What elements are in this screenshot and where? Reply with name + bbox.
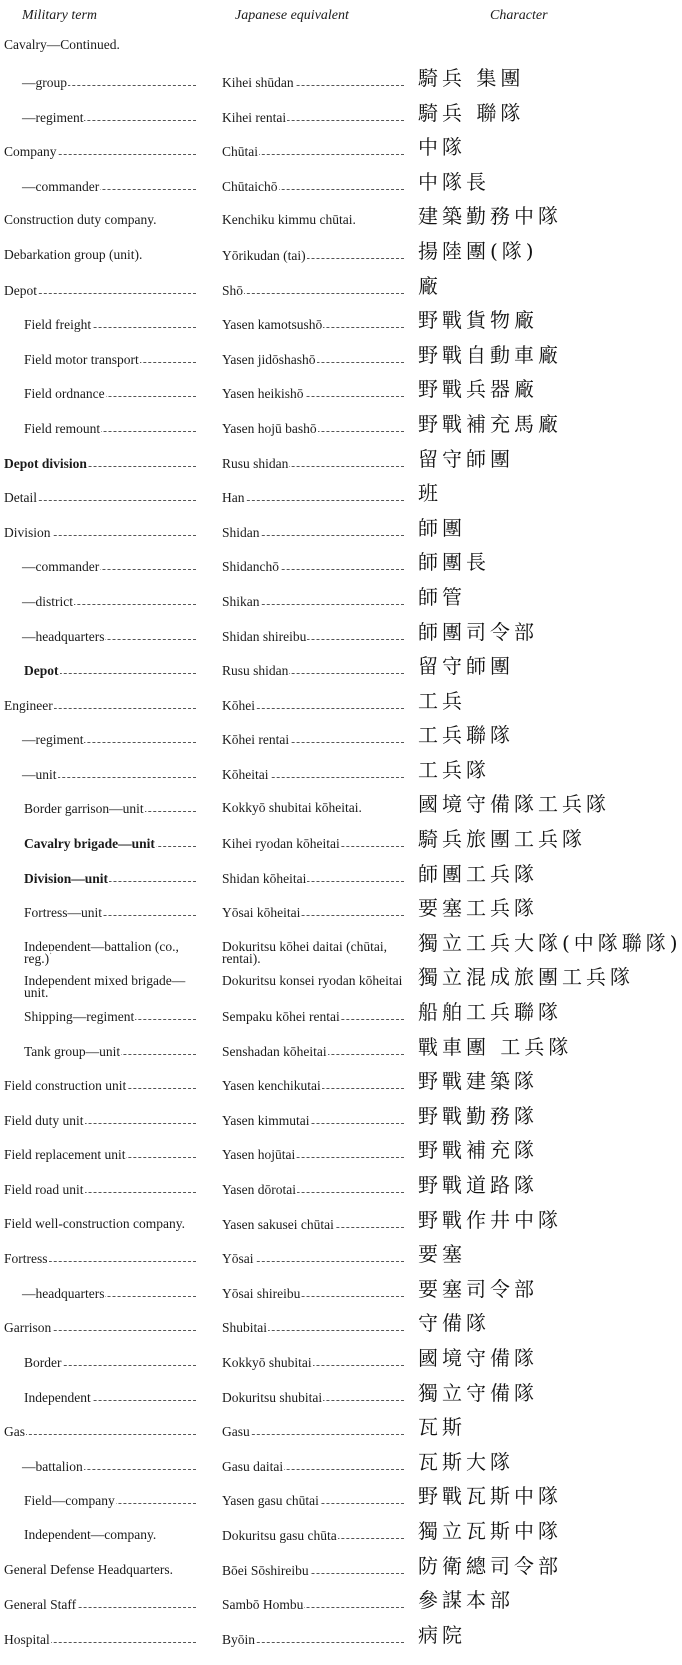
military-term-cell	[4, 1425, 204, 1438]
japanese-equivalent: Yasen sakusei chūtai	[222, 1216, 334, 1232]
kanji-character: 守備隊	[418, 1311, 490, 1336]
military-term-cell	[4, 1252, 204, 1265]
japanese-equivalent-cell	[222, 802, 412, 814]
military-term-cell	[24, 1494, 204, 1507]
table-row	[0, 135, 640, 178]
table-row	[0, 1553, 640, 1597]
military-term: Independent—battalion (co., reg.)	[24, 938, 179, 966]
military-term: Depot division	[4, 455, 87, 471]
table-row	[0, 1207, 640, 1251]
japanese-equivalent-cell	[222, 1356, 412, 1369]
japanese-equivalent: Shikan	[222, 593, 260, 609]
military-term: Field freight	[24, 317, 92, 333]
military-term-cell	[4, 457, 204, 470]
military-term: Detail	[4, 490, 37, 506]
military-term: Garrison	[4, 1320, 52, 1336]
japanese-equivalent: Yasen kenchikutai	[222, 1078, 321, 1094]
japanese-equivalent-cell	[222, 1045, 412, 1058]
japanese-equivalent: Shidanchō	[222, 559, 279, 575]
military-term-cell	[22, 768, 204, 781]
military-term-cell	[24, 975, 204, 999]
military-term-cell	[4, 491, 204, 504]
military-term: General Defense Headquarters.	[4, 1561, 174, 1577]
military-term-cell	[22, 733, 204, 746]
kanji-character: 野戰貨物廠	[418, 308, 538, 333]
military-term: —commander	[22, 559, 100, 575]
military-term: —battalion	[22, 1458, 83, 1474]
kanji-character: 騎兵旅團工兵隊	[418, 827, 586, 852]
kanji-character: 師管	[418, 584, 466, 609]
japanese-equivalent-cell	[222, 1183, 412, 1196]
military-term: Division	[4, 524, 51, 540]
table-row	[0, 1242, 640, 1285]
kanji-character: 船舶工兵聯隊	[418, 1000, 562, 1025]
japanese-equivalent: Yasen hojū bashō	[222, 420, 317, 436]
military-term: Independent—company.	[24, 1526, 157, 1542]
kanji-character: 師團	[418, 515, 466, 540]
japanese-equivalent: Shidan kōheitai	[222, 870, 307, 886]
military-term: Company	[4, 144, 57, 160]
kanji-character: 師團工兵隊	[418, 861, 538, 886]
kanji-character: 野戰補充馬廠	[418, 411, 562, 436]
kanji-character: 留守師團	[418, 446, 514, 471]
kanji-character: 師團司令部	[418, 619, 538, 644]
military-term-cell	[22, 630, 204, 643]
kanji-character: 留守師團	[418, 654, 514, 679]
japanese-equivalent-cell	[222, 1079, 412, 1092]
table-row	[0, 1276, 640, 1320]
japanese-equivalent-cell	[222, 491, 412, 504]
table-row	[0, 66, 640, 109]
military-term: Field well-construction company.	[4, 1215, 185, 1231]
japanese-equivalent-cell	[222, 733, 412, 746]
japanese-equivalent: Shidan shireibu	[222, 628, 307, 644]
japanese-equivalent-cell	[222, 1114, 412, 1127]
japanese-equivalent: Yasen kamotsushō	[222, 317, 323, 333]
header-character: Character	[490, 8, 548, 23]
japanese-equivalent-cell	[222, 145, 412, 158]
header-military-term: Military term	[22, 8, 98, 23]
military-term: General Staff	[4, 1597, 77, 1613]
japanese-equivalent: Yasen gasu chūtai	[222, 1493, 319, 1509]
kanji-character: 野戰瓦斯中隊	[418, 1484, 562, 1509]
kanji-character: 獨立工兵大隊(中隊聯隊)	[418, 930, 682, 955]
japanese-equivalent: Rusu shidan	[222, 455, 289, 471]
header-japanese-equivalent: Japanese equivalent	[235, 8, 349, 23]
table-row	[0, 584, 640, 628]
kanji-character: 騎兵 聯隊	[418, 100, 525, 125]
japanese-equivalent: Kihei ryodan kōheitai	[222, 836, 340, 852]
kanji-character: 參謀本部	[418, 1588, 514, 1613]
table-row	[0, 654, 640, 697]
kanji-character: 工兵隊	[418, 757, 490, 782]
japanese-equivalent: Chūtai	[222, 144, 258, 160]
japanese-equivalent: Senshadan kōheitai	[222, 1043, 327, 1059]
table-row	[0, 515, 640, 559]
kanji-character: 中隊長	[418, 169, 490, 194]
japanese-equivalent: Yōsai shireibu	[222, 1285, 301, 1301]
military-term: —unit	[22, 766, 57, 782]
table-row	[0, 827, 640, 870]
japanese-equivalent-cell	[222, 1460, 412, 1473]
kanji-character: 班	[418, 481, 442, 506]
table-row	[0, 1415, 640, 1458]
military-term-cell	[24, 802, 204, 815]
kanji-character: 要塞司令部	[418, 1276, 538, 1301]
japanese-equivalent-cell	[222, 387, 412, 400]
military-term-cell	[4, 1114, 204, 1127]
military-term-cell	[24, 1010, 204, 1023]
japanese-equivalent-cell	[222, 180, 412, 193]
japanese-equivalent: Shubitai	[222, 1320, 268, 1336]
japanese-equivalent-cell	[222, 353, 412, 366]
japanese-equivalent-cell	[222, 699, 412, 712]
kanji-character: 野戰補充隊	[418, 1138, 538, 1163]
japanese-equivalent: Kihei rentai	[222, 109, 287, 125]
japanese-equivalent: Kenchiku kimmu chūtai.	[222, 212, 356, 228]
japanese-equivalent: Yasen jidōshashō	[222, 351, 316, 367]
kanji-character: 要塞工兵隊	[418, 896, 538, 921]
japanese-equivalent: Sempaku kōhei rentai	[222, 1009, 340, 1025]
kanji-character: 獨立守備隊	[418, 1380, 538, 1405]
kanji-character: 野戰道路隊	[418, 1173, 538, 1197]
kanji-character: 師團長	[418, 550, 490, 575]
military-term: Border garrison—unit	[24, 801, 144, 817]
kanji-character: 獨立混成旅團工兵隊	[418, 965, 634, 990]
japanese-equivalent: Yasen heikishō	[222, 386, 304, 402]
military-term-cell	[24, 1356, 204, 1369]
japanese-equivalent: Yōsai	[222, 1251, 254, 1267]
japanese-equivalent: Chūtaichō	[222, 178, 278, 194]
military-term-cell	[4, 1148, 204, 1161]
military-term: Field motor transport	[24, 351, 139, 367]
japanese-equivalent: Dokuritsu shubitai	[222, 1389, 323, 1405]
military-term-cell	[4, 1079, 204, 1092]
table-row	[0, 1103, 640, 1147]
japanese-equivalent: Rusu shidan	[222, 663, 289, 679]
military-term: Field remount	[24, 420, 101, 436]
kanji-character: 國境守備隊工兵隊	[418, 792, 610, 817]
table-header	[0, 8, 640, 26]
japanese-equivalent: Sambō Hombu	[222, 1597, 304, 1613]
military-term-cell	[4, 1598, 204, 1611]
japanese-equivalent: Shidan	[222, 524, 260, 540]
military-term: Hospital	[4, 1631, 50, 1647]
table-row	[0, 100, 640, 144]
japanese-equivalent: Kōhei	[222, 697, 255, 713]
military-term-cell	[22, 1287, 204, 1300]
military-term: Shipping—regiment	[24, 1009, 135, 1025]
military-term-cell	[4, 284, 204, 297]
japanese-equivalent-cell	[222, 872, 412, 885]
military-term-cell	[4, 1321, 204, 1334]
military-term: Field ordnance	[24, 386, 105, 402]
military-term: —regiment	[22, 732, 84, 748]
japanese-equivalent: Dokuritsu konsei ryodan kōheitai	[222, 973, 403, 989]
military-term-cell	[4, 246, 204, 262]
military-term: Field duty unit	[4, 1112, 84, 1128]
military-term: —commander	[22, 178, 100, 194]
military-term: Depot	[24, 663, 59, 679]
table-row	[0, 1345, 640, 1389]
military-term: —regiment	[22, 109, 84, 125]
japanese-equivalent: Kihei shūdan	[222, 75, 294, 90]
military-term-cell	[22, 560, 204, 573]
table-row	[0, 342, 640, 386]
japanese-equivalent-cell	[222, 1252, 412, 1265]
japanese-equivalent-cell	[222, 630, 412, 643]
military-term-cell	[24, 1526, 204, 1542]
military-term-cell	[4, 526, 204, 539]
kanji-character: 中隊	[418, 135, 466, 160]
military-term-cell	[24, 318, 204, 331]
kanji-character: 瓦斯大隊	[418, 1449, 514, 1474]
kanji-character: 建築勤務中隊	[418, 204, 562, 229]
japanese-equivalent: Yasen hojūtai	[222, 1147, 296, 1163]
japanese-equivalent-cell	[222, 284, 412, 297]
japanese-equivalent: Yōsai kōheitai	[222, 905, 301, 921]
japanese-equivalent: Kōhei rentai	[222, 732, 290, 748]
military-term-cell	[4, 1633, 204, 1646]
kanji-character: 野戰勤務隊	[418, 1103, 538, 1128]
military-term-cell	[4, 214, 204, 226]
kanji-character: 工兵聯隊	[418, 723, 514, 748]
japanese-equivalent-cell	[222, 1529, 412, 1542]
japanese-equivalent-cell	[222, 768, 412, 781]
military-term: Field road unit	[4, 1182, 84, 1197]
table-row	[0, 619, 640, 663]
military-term-cell	[24, 837, 204, 850]
military-term: —district	[22, 593, 73, 609]
japanese-equivalent-cell	[222, 1287, 412, 1300]
kanji-character: 廠	[418, 273, 442, 298]
table-row	[0, 446, 640, 490]
table-row	[0, 550, 640, 593]
japanese-equivalent: Yasen dōrotai	[222, 1182, 296, 1197]
japanese-equivalent: Yasen kimmutai	[222, 1112, 310, 1128]
japanese-equivalent: Bōei Sōshireibu	[222, 1562, 309, 1578]
military-term: —group	[22, 75, 67, 90]
table-row	[0, 238, 640, 282]
table-row	[0, 861, 640, 905]
japanese-equivalent: Kōheitai	[222, 766, 269, 782]
kanji-character: 工兵	[418, 688, 466, 713]
military-term-cell	[4, 699, 204, 712]
military-term: Depot	[4, 282, 37, 298]
military-term: Independent	[24, 1389, 91, 1405]
military-term: Field—company	[24, 1493, 115, 1509]
japanese-equivalent-cell	[222, 422, 412, 435]
military-term-cell	[22, 76, 204, 89]
japanese-equivalent: Shō	[222, 282, 244, 298]
japanese-equivalent: Dokuritsu gasu chūta	[222, 1527, 337, 1543]
japanese-equivalent-cell	[222, 318, 412, 331]
kanji-character: 國境守備隊	[418, 1345, 538, 1370]
military-term-cell	[24, 422, 204, 435]
japanese-equivalent-cell	[222, 1148, 412, 1161]
military-term: Field replacement unit	[4, 1147, 126, 1163]
table-row	[0, 723, 640, 766]
japanese-equivalent-cell	[222, 1010, 412, 1023]
military-term-cell	[22, 1460, 204, 1473]
japanese-equivalent-cell	[222, 111, 412, 124]
japanese-equivalent: Byōin	[222, 1631, 256, 1647]
military-term: Construction duty company.	[4, 212, 157, 228]
military-term: —headquarters	[22, 628, 105, 644]
kanji-character: 揚陸團(隊)	[418, 238, 538, 263]
table-row	[0, 1311, 640, 1354]
military-term-cell	[22, 595, 204, 608]
kanji-character: 獨立瓦斯中隊	[418, 1518, 562, 1543]
table-row	[0, 273, 640, 317]
military-term: Gas	[4, 1424, 25, 1440]
japanese-equivalent-cell	[222, 526, 412, 539]
military-term-cell	[4, 1561, 204, 1577]
table-row	[0, 481, 640, 524]
military-term: Fortress	[4, 1251, 48, 1267]
military-term: Field construction unit	[4, 1078, 127, 1094]
military-term-cell	[24, 906, 204, 919]
japanese-equivalent-cell	[222, 1218, 412, 1231]
japanese-equivalent-cell	[222, 1494, 412, 1507]
japanese-equivalent: Kokkyō shubitai	[222, 1354, 312, 1370]
table-row	[0, 36, 640, 74]
military-term-cell	[24, 387, 204, 400]
military-term-cell	[4, 38, 204, 51]
japanese-equivalent-cell	[222, 1633, 412, 1646]
military-term-cell	[24, 938, 204, 966]
military-term: Engineer	[4, 697, 53, 713]
table-row	[0, 1622, 640, 1665]
japanese-equivalent-cell	[222, 1321, 412, 1334]
kanji-character: 野戰自動車廠	[418, 342, 562, 367]
table-row	[0, 688, 640, 732]
japanese-equivalent-cell	[222, 1425, 412, 1438]
japanese-equivalent-cell	[222, 595, 412, 608]
military-term: Cavalry brigade—unit	[24, 836, 155, 852]
japanese-equivalent-cell	[222, 76, 412, 89]
kanji-character: 要塞	[418, 1242, 466, 1267]
military-term-cell	[22, 111, 204, 124]
japanese-equivalent: Yōrikudan (tai)	[222, 247, 306, 263]
kanji-character: 騎兵 集團	[418, 66, 525, 90]
japanese-equivalent: Gasu	[222, 1424, 250, 1440]
kanji-character: 野戰兵器廠	[418, 377, 538, 402]
military-term-cell	[24, 353, 204, 366]
japanese-equivalent-cell	[222, 214, 412, 226]
japanese-equivalent-cell	[222, 249, 412, 262]
table-row	[0, 1588, 640, 1631]
military-term-cell	[24, 664, 204, 677]
table-row	[0, 1069, 640, 1112]
kanji-character: 防衛總司令部	[418, 1553, 562, 1578]
military-term: Border	[24, 1354, 62, 1370]
military-term-cell	[4, 1183, 204, 1196]
kanji-character: 戰車團 工兵隊	[418, 1034, 573, 1059]
japanese-equivalent: Dokuritsu kōhei daitai (chūtai, rentai).	[222, 938, 387, 966]
military-term: —headquarters	[22, 1285, 105, 1301]
table-row	[0, 411, 640, 455]
japanese-equivalent-cell	[222, 975, 412, 987]
military-term-cell	[24, 872, 204, 885]
table-row	[0, 204, 640, 247]
table-row	[0, 1138, 640, 1181]
japanese-equivalent-cell	[222, 1391, 412, 1404]
japanese-equivalent-cell	[222, 938, 412, 966]
glossary-table	[0, 36, 682, 1665]
kanji-character: 瓦斯	[418, 1415, 466, 1440]
japanese-equivalent-cell	[222, 1598, 412, 1611]
military-term-cell	[4, 145, 204, 158]
military-term-cell	[24, 1391, 204, 1404]
military-term: Tank group—unit	[24, 1043, 121, 1059]
japanese-equivalent-cell	[222, 664, 412, 677]
military-term: Fortress—unit	[24, 905, 103, 921]
japanese-equivalent-cell	[222, 837, 412, 850]
japanese-equivalent-cell	[222, 457, 412, 470]
military-term: Debarkation group (unit).	[4, 246, 143, 262]
japanese-equivalent-cell	[222, 1564, 412, 1577]
japanese-equivalent: Han	[222, 490, 245, 506]
military-term-cell	[4, 1215, 204, 1231]
table-row	[0, 1380, 640, 1424]
military-term-cell	[22, 180, 204, 193]
kanji-character: 野戰作井中隊	[418, 1207, 562, 1232]
kanji-character: 病院	[418, 1622, 466, 1647]
table-row	[0, 1034, 640, 1078]
military-term: Cavalry—Continued.	[4, 37, 120, 52]
japanese-equivalent: Kokkyō shubitai kōheitai.	[222, 800, 362, 816]
japanese-equivalent: Gasu daitai	[222, 1458, 284, 1474]
kanji-character: 野戰建築隊	[418, 1069, 538, 1094]
military-term-cell	[24, 1045, 204, 1058]
military-term: Independent mixed brigade—unit.	[24, 973, 186, 1001]
japanese-equivalent-cell	[222, 906, 412, 919]
military-term: Division—unit	[24, 870, 109, 886]
japanese-equivalent-cell	[222, 560, 412, 573]
